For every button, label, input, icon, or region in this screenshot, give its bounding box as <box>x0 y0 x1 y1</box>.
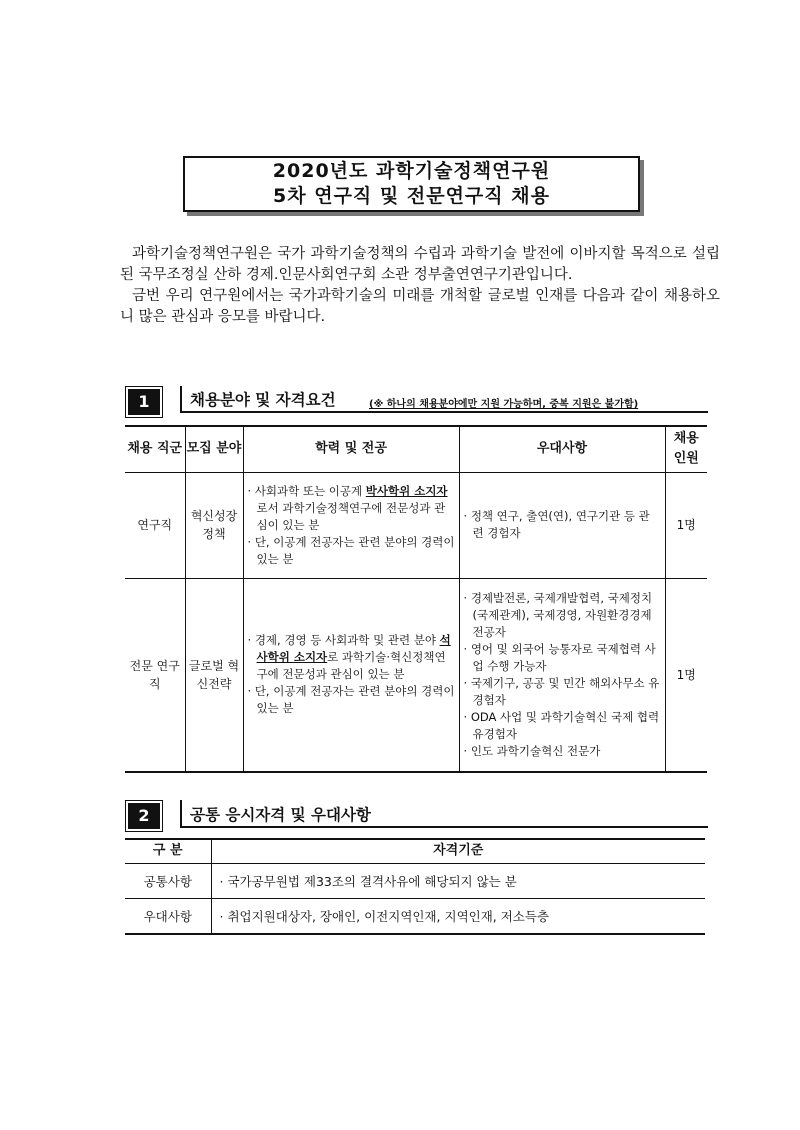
section-2-underline <box>180 826 708 828</box>
row1-edu-a-post: 로서 과학기술정책연구에 전문성과 관심이 있는 분 <box>256 500 446 532</box>
row2-edu: · 경제, 경영 등 사회과학 및 관련 분야 석사학위 소지자로 과학기술·혁신정책연구에 전문성과 관심이 있는 분 · 단, 이공계 전공자는 관련 분야의 경력이 있는 분 <box>243 578 459 772</box>
intro-paragraph-1: 과학기술정책연구원은 국가 과학기술정책의 수립과 과학기술 발전에 이바지할 목적으로 설립된 국무조정실 산하 경제.인문사회연구회 소관 정부출연연구기관입니다. <box>120 246 720 283</box>
row1-job: 연구직 <box>125 472 185 578</box>
table-row <box>125 898 705 934</box>
row2-pref-4: 인도 과학기술혁신 전문가 <box>470 743 601 758</box>
header-pref: 우대사항 <box>459 426 665 472</box>
header-job: 채용 직군 <box>125 426 185 472</box>
common-row2-cat: 우대사항 <box>125 898 211 934</box>
table-row <box>125 863 705 898</box>
common-row2-criteria: · 취업지원대상자, 장애인, 이전지역인재, 지역인재, 저소득층 <box>211 898 705 934</box>
table-row <box>125 472 707 578</box>
common-row1-cat: 공통사항 <box>125 863 211 898</box>
header-edu: 학력 및 전공 <box>243 426 459 472</box>
row1-field: 혁신성장 정책 <box>185 472 243 578</box>
row1-pref-0: 정책 연구, 출연(연), 연구기관 등 관련 경험자 <box>470 509 650 540</box>
row2-pref: · 경제발전론, 국제개발협력, 국제정치(국제관계), 국제경영, 자원환경경제 전공자 · 영어 및 외국어 능통자로 국제협력 사업 수행 가능자 · 국제기구, 공공 및 민간 해외사무소 유경험자 · ODA 사업 및 과학기술혁신 국제 협력 유경험자 · 인도 과학기술혁신 전문가 <box>459 578 665 772</box>
row2-pref-0: 경제발전론, 국제개발협력, 국제정치(국제관계), 국제경영, 자원환경경제 전공자 <box>470 590 653 639</box>
row2-pref-2: 국제기구, 공공 및 민간 해외사무소 유경험자 <box>470 675 660 707</box>
title-line-2: 5차 연구직 및 전문연구직 채용 <box>273 185 550 207</box>
row2-job: 전문 연구직 <box>125 578 185 772</box>
section-2-number: 2 <box>128 803 160 829</box>
row1-edu-b: 단, 이공계 전공자는 관련 분야의 경력이 있는 분 <box>254 534 455 566</box>
common-row1-criteria: · 국가공무원법 제33조의 결격사유에 해당되지 않는 분 <box>211 863 705 898</box>
section-1-underline <box>180 411 708 413</box>
row1-pref: · 정책 연구, 출연(연), 연구기관 등 관련 경험자 <box>459 472 665 578</box>
document-title-box <box>183 156 640 212</box>
header-category: 구 분 <box>125 839 211 863</box>
row2-edu-a-pre: 경제, 경영 등 사회과학 및 관련 분야 <box>254 633 440 648</box>
row2-edu-b: 단, 이공계 전공자는 관련 분야의 경력이 있는 분 <box>254 684 455 716</box>
header-field: 모집 분야 <box>185 426 243 472</box>
row2-pref-1: 영어 및 외국어 능통자로 국제협력 사업 수행 가능자 <box>470 641 656 673</box>
section-1-number: 1 <box>128 389 160 415</box>
section-2-divider <box>180 800 182 826</box>
row2-pref-3: ODA 사업 및 과학기술혁신 국제 협력 유경험자 <box>470 709 660 741</box>
section-2-title: 공통 응시자격 및 우대사항 <box>190 806 371 824</box>
section-1-divider <box>180 386 182 412</box>
row1-edu: · 사회과학 또는 이공계 박사학위 소지자로서 과학기술정책연구에 전문성과 관심이 있는 분 · 단, 이공계 전공자는 관련 분야의 경력이 있는 분 <box>243 472 459 578</box>
intro-text <box>120 244 720 328</box>
row2-edu-a-em: 석사학위 소지자 <box>256 633 451 665</box>
header-count: 채용 인원 <box>665 426 707 472</box>
title-line-1: 2020년도 과학기술정책연구원 <box>272 160 551 182</box>
intro-paragraph-2: 금번 우리 연구원에서는 국가과학기술의 미래를 개척할 글로벌 인재를 다음과 같이 채용하오니 많은 관심과 응모를 바랍니다. <box>120 288 720 325</box>
table-row <box>125 578 707 772</box>
section-1-note: (※ 하나의 채용분야에만 지원 가능하며, 중복 지원은 불가함) <box>369 399 639 410</box>
header-criteria: 자격기준 <box>211 839 705 863</box>
row1-count: 1명 <box>665 472 707 578</box>
common-requirements-table <box>125 838 705 935</box>
recruitment-table <box>125 425 707 773</box>
section-1-title: 채용분야 및 자격요건 <box>190 391 336 409</box>
row1-edu-a-pre: 사회과학 또는 이공계 <box>254 483 366 498</box>
row2-field: 글로벌 혁신전략 <box>185 578 243 772</box>
row1-edu-a-em: 박사학위 소지자 <box>365 483 448 498</box>
row2-edu-a-post: 로 과학기술·혁신정책연구에 전문성과 관심이 있는 분 <box>256 650 446 682</box>
row2-count: 1명 <box>665 578 707 772</box>
